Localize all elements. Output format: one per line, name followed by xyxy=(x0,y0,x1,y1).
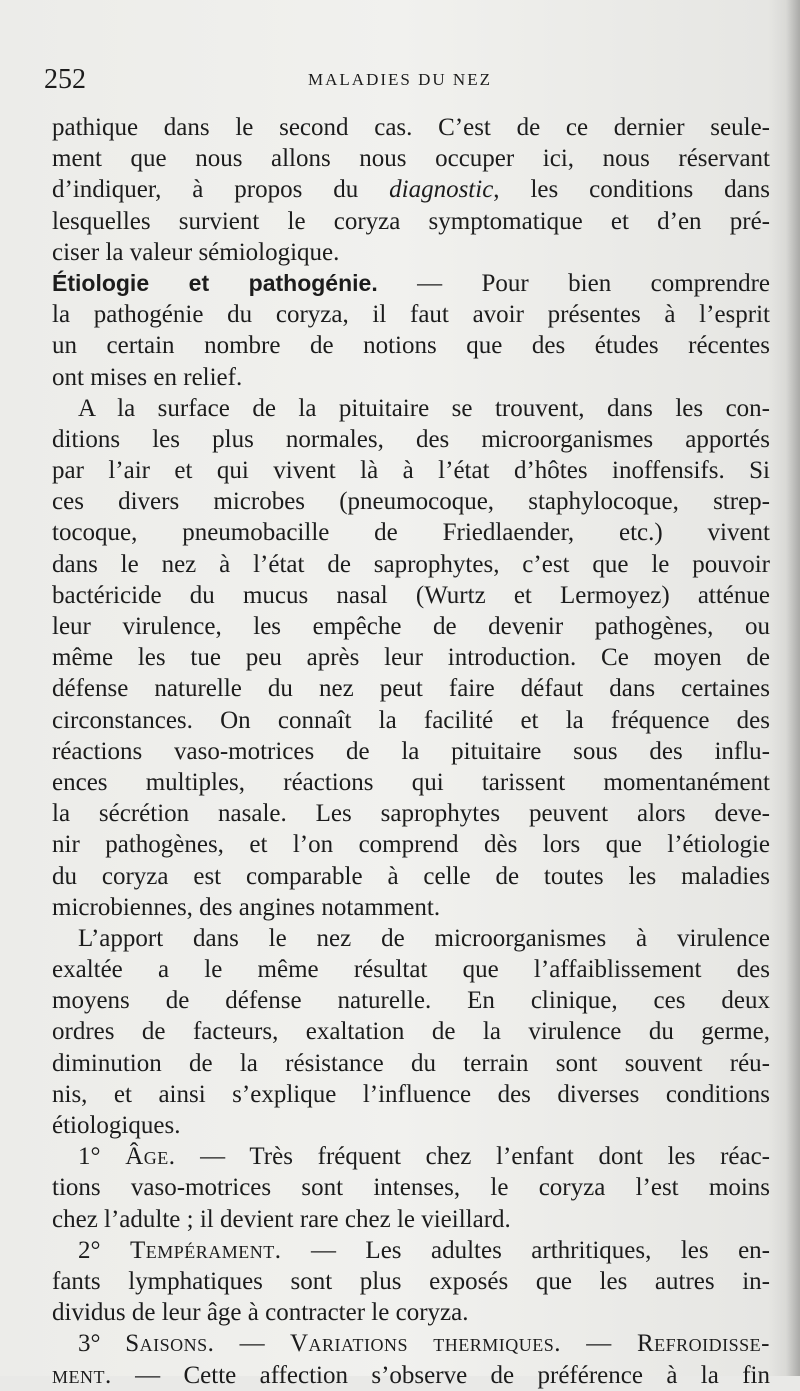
section-heading: Étiologie et pathogénie. xyxy=(52,269,378,296)
text-run: 3° xyxy=(78,1330,126,1358)
text-run: pathique dans le second cas. C’est de ce dernier seule- xyxy=(52,114,770,141)
text-line xyxy=(52,393,770,424)
text-run: , les conditions dans xyxy=(493,176,770,204)
text-line xyxy=(52,798,770,829)
text-run: d’indiquer, à propos du xyxy=(52,176,390,204)
text-line xyxy=(52,549,770,580)
page-binding-shadow xyxy=(786,0,800,1376)
text-line xyxy=(52,642,770,673)
text-line xyxy=(52,455,770,486)
text-line xyxy=(52,954,770,985)
text-line xyxy=(52,580,770,611)
text-line xyxy=(52,1235,770,1266)
text-run: réactions vaso-motrices de la pituitaire sous des influ- xyxy=(52,737,770,765)
text-run: lesquelles survient le coryza symptomatique et d’en pré- xyxy=(52,207,770,235)
text-run: ences multiples, réactions qui tarissent momentanément xyxy=(52,768,770,796)
text-line xyxy=(52,330,770,361)
page-number: 252 xyxy=(44,64,86,95)
text-run: exaltée a le même résultat que l’affaiblissement des xyxy=(52,956,770,984)
text-run: 2° xyxy=(78,1236,130,1264)
small-caps-heading: ment. xyxy=(52,1361,112,1389)
text-line xyxy=(52,1141,770,1172)
text-line xyxy=(52,1079,770,1110)
text-run: circonstances. On connaît la facilité et la fréquence des xyxy=(52,706,770,734)
text-run: moyens de défense naturelle. En clinique, ces deux xyxy=(52,987,770,1015)
text-line xyxy=(52,143,770,174)
text-run: même les tue peu après leur introduction. Ce moyen de xyxy=(52,644,770,672)
text-run: — Cette affection s’observe de préférence à la fin xyxy=(111,1361,770,1389)
text-line xyxy=(52,237,770,268)
text-run: — Très fréquent chez l’enfant dont les réac- xyxy=(175,1143,770,1171)
text-line xyxy=(52,362,770,393)
text-line xyxy=(52,923,770,954)
text-line xyxy=(52,985,770,1016)
text-run: bactéricide du mucus nasal (Wurtz et Lermoyez) atténue xyxy=(52,581,770,609)
text-line xyxy=(52,611,770,642)
text-run: un certain nombre de notions que des études récentes xyxy=(52,332,770,360)
small-caps-heading: Saisons. — Variations thermiques. — Refroidisse- xyxy=(125,1330,770,1358)
text-line xyxy=(52,206,770,237)
text-run: ciser la valeur sémiologique. xyxy=(52,238,340,266)
text-run: chez l’adulte ; il devient rare chez le vieillard. xyxy=(52,1205,511,1233)
text-run: diminution de la résistance du terrain sont souvent réu- xyxy=(52,1049,770,1077)
text-run: leur virulence, les empêche de devenir pathogènes, ou xyxy=(52,613,770,640)
text-run: tions vaso-motrices sont intenses, le coryza l’est moins xyxy=(52,1174,770,1202)
text-run: défense naturelle du nez peut faire défaut dans certaines xyxy=(52,675,770,703)
text-line xyxy=(52,1016,770,1047)
text-line xyxy=(52,1172,770,1203)
text-run: dans le nez à l’état de saprophytes, c’est que le pouvoir xyxy=(52,550,770,578)
text-run: tocoque, pneumobacille de Friedlaender, etc.) vivent xyxy=(52,519,770,547)
text-run: — Les adultes arthritiques, les en- xyxy=(281,1236,770,1264)
text-run: dividus de leur âge à contracter le coryza. xyxy=(52,1299,469,1327)
running-title: MALADIES DU NEZ xyxy=(308,70,492,89)
small-caps-heading: Tempérament. xyxy=(129,1236,282,1264)
text-run: du coryza est comparable à celle de toutes les maladies xyxy=(52,862,770,890)
text-line xyxy=(52,736,770,767)
page-header xyxy=(44,62,756,98)
text-line xyxy=(52,705,770,736)
text-line xyxy=(52,424,770,455)
text-line xyxy=(52,268,770,299)
small-caps-heading: Âge. xyxy=(125,1143,176,1171)
text-line xyxy=(52,861,770,892)
text-run: 1° xyxy=(78,1143,126,1171)
text-run: nir pathogènes, et l’on comprend dès lors que l’étiologie xyxy=(52,831,770,859)
text-run: fants lymphatiques sont plus exposés que les autres in- xyxy=(52,1267,770,1295)
text-run: L’apport dans le nez de microorganismes à virulence xyxy=(78,924,770,952)
text-line xyxy=(52,112,770,143)
text-run: par l’air et qui vivent là à l’état d’hôtes inoffensifs. Si xyxy=(52,457,770,485)
text-line xyxy=(52,1048,770,1079)
text-line xyxy=(52,1360,770,1391)
text-line xyxy=(52,1328,770,1359)
text-line xyxy=(52,517,770,548)
text-line xyxy=(52,767,770,798)
text-run: microbiennes, des angines notamment. xyxy=(52,893,441,921)
text-line xyxy=(52,1297,770,1328)
text-line xyxy=(52,299,770,330)
text-run: ment que nous allons nous occuper ici, nous réservant xyxy=(52,145,770,173)
text-run: étiologiques. xyxy=(52,1112,181,1139)
italic-term: diagnostic xyxy=(389,176,494,204)
text-run: — Pour bien comprendre xyxy=(377,269,770,297)
text-line xyxy=(52,673,770,704)
text-run: ces divers microbes (pneumocoque, staphylocoque, strep- xyxy=(52,488,770,516)
text-run: la sécrétion nasale. Les saprophytes peuvent alors deve- xyxy=(52,800,770,828)
text-line xyxy=(52,1110,770,1141)
text-run: ditions les plus normales, des microorganismes apportés xyxy=(52,425,770,453)
text-line xyxy=(52,829,770,860)
text-line xyxy=(52,486,770,517)
text-run: nis, et ainsi s’explique l’influence des diverses conditions xyxy=(52,1080,770,1108)
text-run: la pathogénie du coryza, il faut avoir présentes à l’esprit xyxy=(52,301,770,329)
text-run: ordres de facteurs, exaltation de la virulence du germe, xyxy=(52,1018,770,1046)
text-line xyxy=(52,1204,770,1235)
text-line xyxy=(52,892,770,923)
text-line xyxy=(52,1266,770,1297)
text-run: A la surface de la pituitaire se trouvent, dans les con- xyxy=(78,394,770,422)
text-line xyxy=(52,174,770,205)
text-run: ont mises en relief. xyxy=(52,363,243,391)
body-text xyxy=(52,112,770,1391)
